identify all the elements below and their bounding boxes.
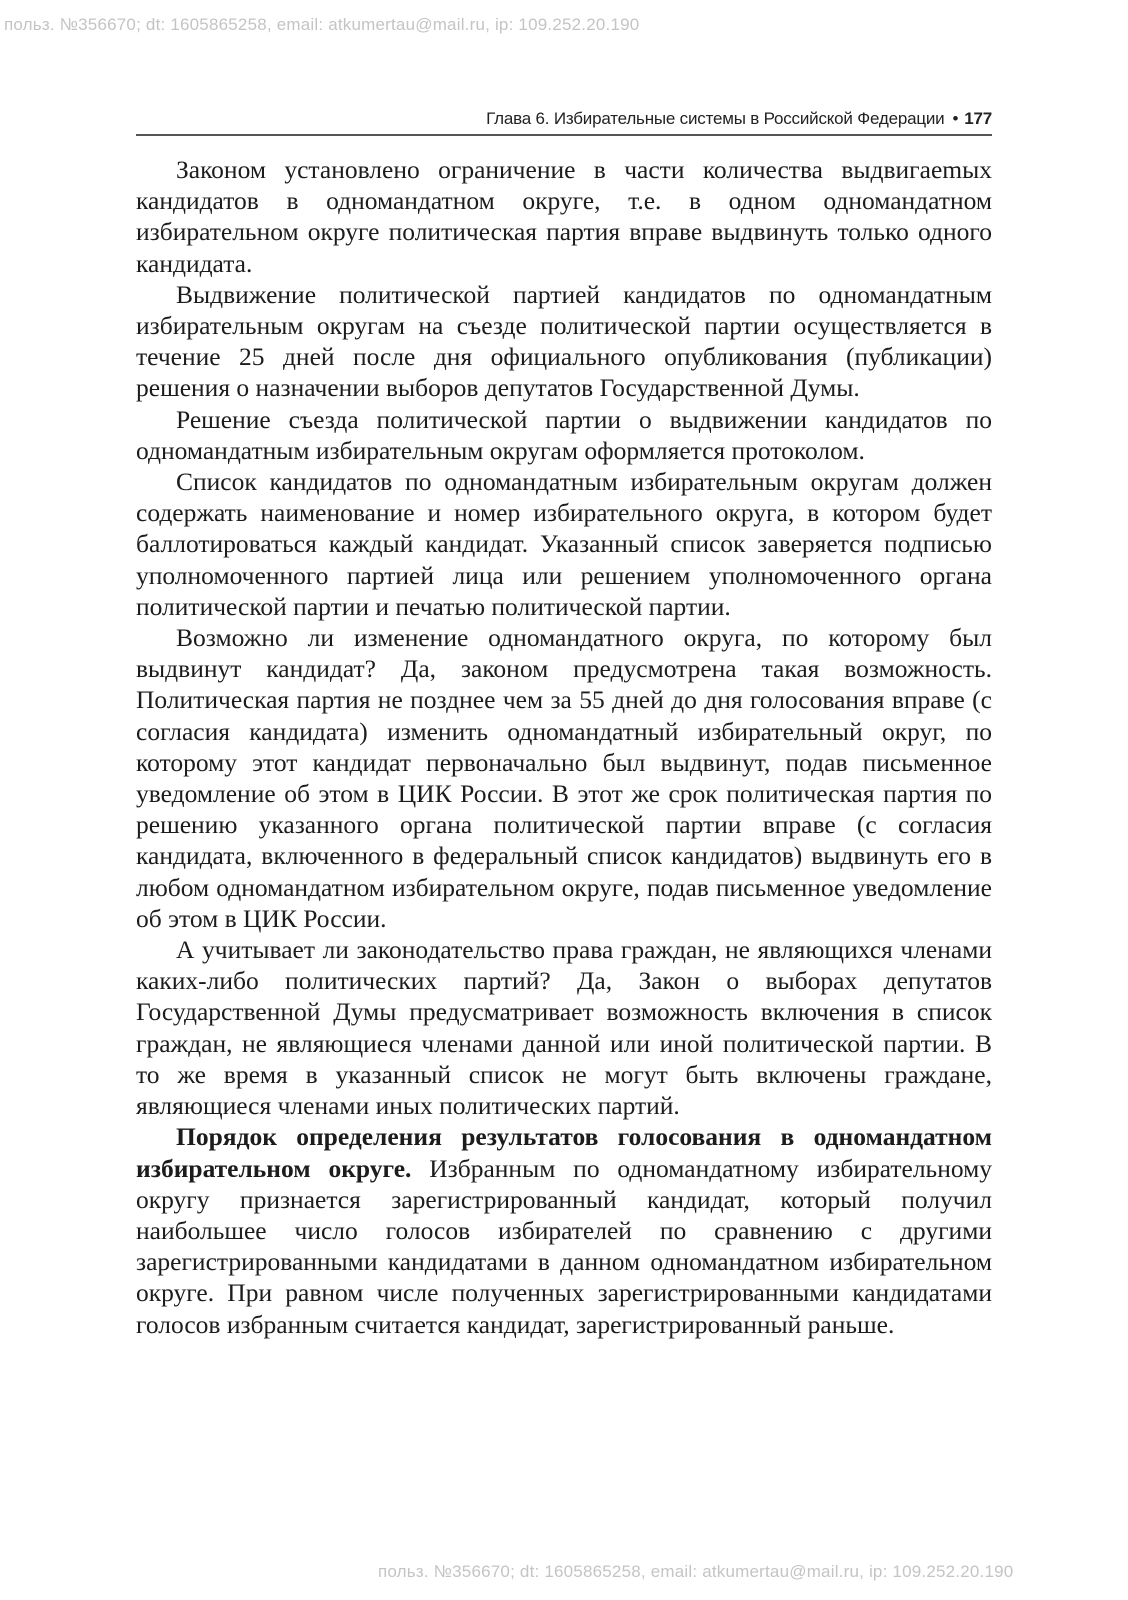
chapter-title: Глава 6. Избирательные системы в Российской Федерации — [486, 109, 945, 128]
section-run-in-heading: Порядок определения результатов голосования в одномандатном избирательном округе. — [136, 1122, 992, 1183]
header-bullet: • — [952, 109, 959, 128]
paragraph-candidate-limit: Законом установлено ограничение в части количества выдвигаеmых кандидатов в одномандатном округе, т.е. в одном одномандатном избирательном округе политическая партия вправе выдвинуть только одного кандидата. — [136, 155, 992, 278]
paragraph-non-party-citizens: А учитывает ли законодательство права граждан, не являющихся членами каких-либо политических партий? Да, Закон о выборах депутатов Государственной Думы предусматривает возможность включения в список граждан, не являющиеся членами данной или иной политической партии. В то же время в указанный список не могут быть включены граждане, являющиеся членами иных политических партий. — [136, 935, 992, 1121]
paragraph-district-change: Возможно ли изменение одномандатного округа, по которому был выдвинут кандидат? Да, законом предусмотрена такая возможность. Политическая партия не позднее чем за 55 дней до дня голосования вправе (с согласия кандидата) изменить одномандатный избирательный округ, по которому этот кандидат первоначально был выдвинут, подав письменное уведомление об этом в ЦИК России. В этот же срок политическая партия по решению указанного органа политической партии вправе (с согласия кандидата, включенного в федеральный список кандидатов) выдвинуть его в любом одномандатном избирательном округе, подав письменное уведомление об этом в ЦИК России. — [136, 623, 992, 933]
paragraph-results-text: Избранным по одномандатному избирательному округу признается зарегистрированный кандидат, который получил наибольшее число голосов избирателей по сравнению с другими зарегистрированными кандидатами в данном одномандатном избирательном округе. При равном числе полученных зарегистрированными кандидатами голосов избранным считается кандидат, зарегистрированный раньше. — [136, 1153, 992, 1339]
watermark-bottom: польз. №356670; dt: 1605865258, email: atkumertau@mail.ru, ip: 109.252.20.190 — [378, 1562, 1014, 1581]
paragraph-congress-decision: Решение съезда политической партии о выдвижении кандидатов по одномандатным избирательным округам оформляется протоколом. — [136, 404, 992, 465]
page-number: 177 — [964, 109, 992, 128]
paragraph-candidate-list: Список кандидатов по одномандатным избирательным округам должен содержать наименование и номер избирательного округа, в котором будет баллотироваться каждый кандидат. Указанный список заверяется подписью уполномоченного партией лица или решением уполномоченного органа политической партии и печатью политической партии. — [136, 467, 992, 621]
running-header — [136, 104, 992, 136]
watermark-top: польз. №356670; dt: 1605865258, email: atkumertau@mail.ru, ip: 109.252.20.190 — [4, 15, 640, 34]
page-body — [136, 154, 992, 1340]
paragraph-nomination-timing: Выдвижение политической партией кандидатов по одномандатным избирательным округам на съезде политической партии осуществляется в течение 25 дней после дня официального опубликования (публикации) решения о назначении выборов депутатов Государственной Думы. — [136, 279, 992, 403]
paragraph-results-procedure — [136, 1121, 992, 1339]
